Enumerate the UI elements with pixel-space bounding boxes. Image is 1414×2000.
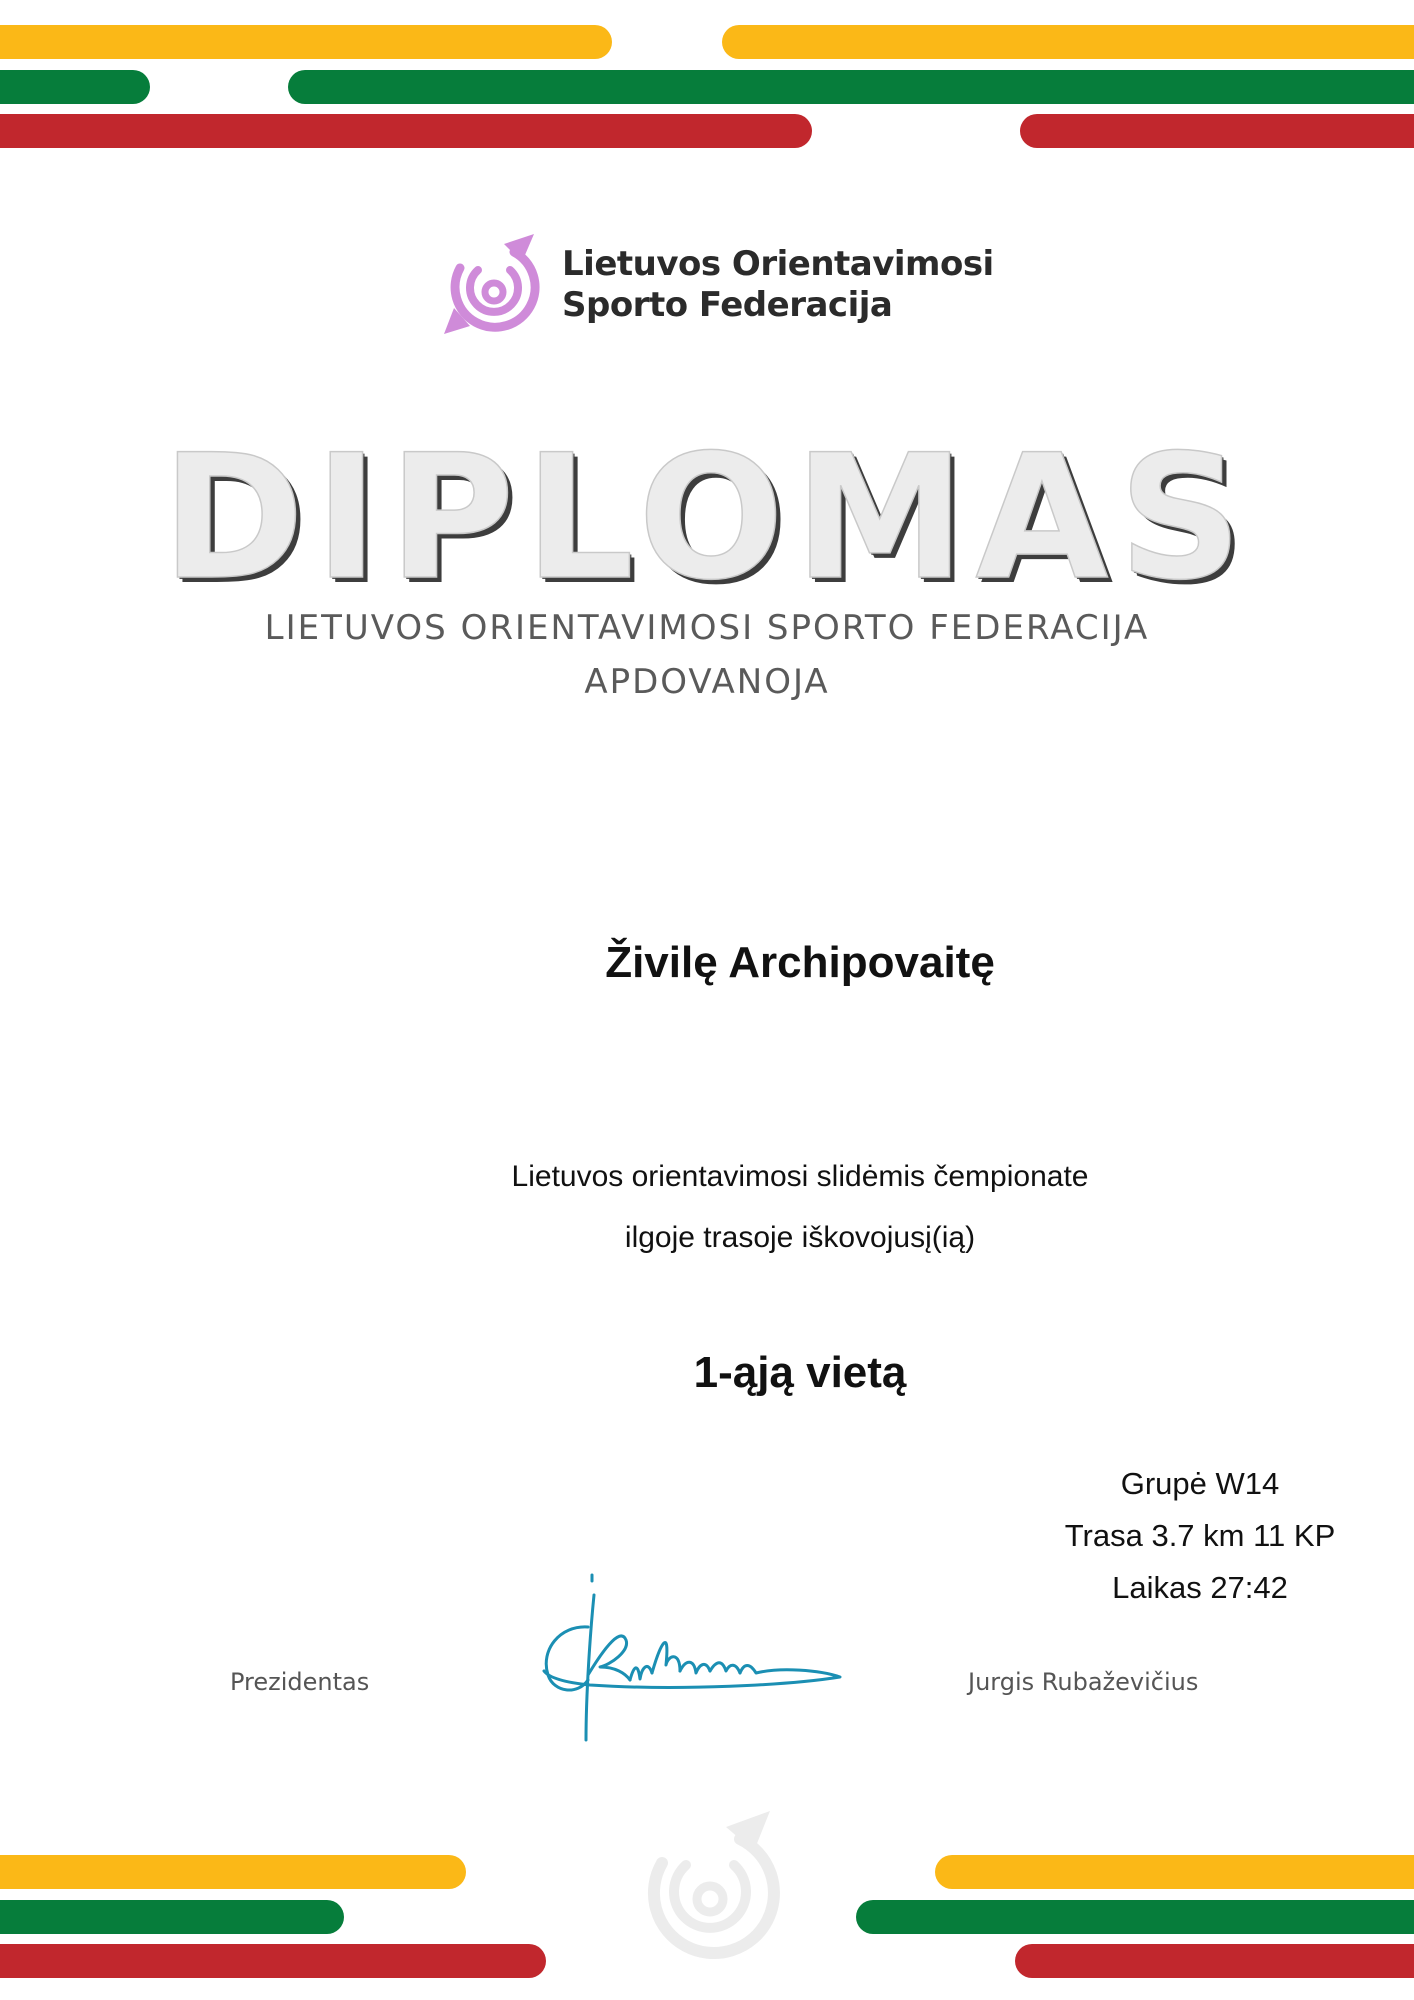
diploma-title: DIPLOMAS	[161, 417, 1253, 618]
awarder-line-1: LIETUVOS ORIENTAVIMOSI SPORTO FEDERACIJA	[264, 608, 1150, 648]
bottom-stripe-red-right	[1015, 1944, 1414, 1978]
event-line-2: ilgoje trasoje iškovojusį(ią)	[624, 1221, 976, 1254]
top-stripe-yellow-right	[722, 25, 1414, 59]
group-label: Grupė W14	[1120, 1466, 1280, 1501]
bottom-stripe-red-left	[0, 1944, 546, 1978]
orienteering-logo-icon	[438, 230, 548, 340]
handwritten-signature	[530, 1555, 850, 1745]
course-label: Trasa 3.7 km 11 KP	[1064, 1518, 1336, 1553]
bottom-stripe-green-left	[0, 1900, 344, 1934]
bottom-stripe-green-right	[856, 1900, 1414, 1934]
bottom-stripe-yellow-left	[0, 1855, 466, 1889]
recipient-name: Živilę Archipovaitę	[605, 938, 995, 987]
watermark-logo-icon	[630, 1805, 790, 1980]
awarder-line-2: APDOVANOJA	[584, 662, 830, 702]
signatory-name: Jurgis Rubaževičius	[968, 1668, 1199, 1696]
signatory-role: Prezidentas	[230, 1668, 370, 1696]
result-details	[1040, 1458, 1360, 1614]
top-stripe-red-left	[0, 114, 812, 148]
logo-text-line2: Sporto Federacija	[562, 285, 893, 325]
logo-text-line1: Lietuvos Orientavimosi	[562, 244, 994, 284]
top-stripe-green-right	[288, 70, 1414, 104]
top-stripe-green-left	[0, 70, 150, 104]
top-stripe-yellow-left	[0, 25, 612, 59]
federation-logo	[438, 230, 994, 340]
top-stripe-red-right	[1020, 114, 1414, 148]
event-line-1: Lietuvos orientavimosi slidėmis čempionate	[511, 1160, 1089, 1193]
place-awarded: 1-ąją vietą	[693, 1348, 907, 1397]
bottom-stripe-yellow-right	[935, 1855, 1414, 1889]
time-label: Laikas 27:42	[1112, 1570, 1288, 1605]
